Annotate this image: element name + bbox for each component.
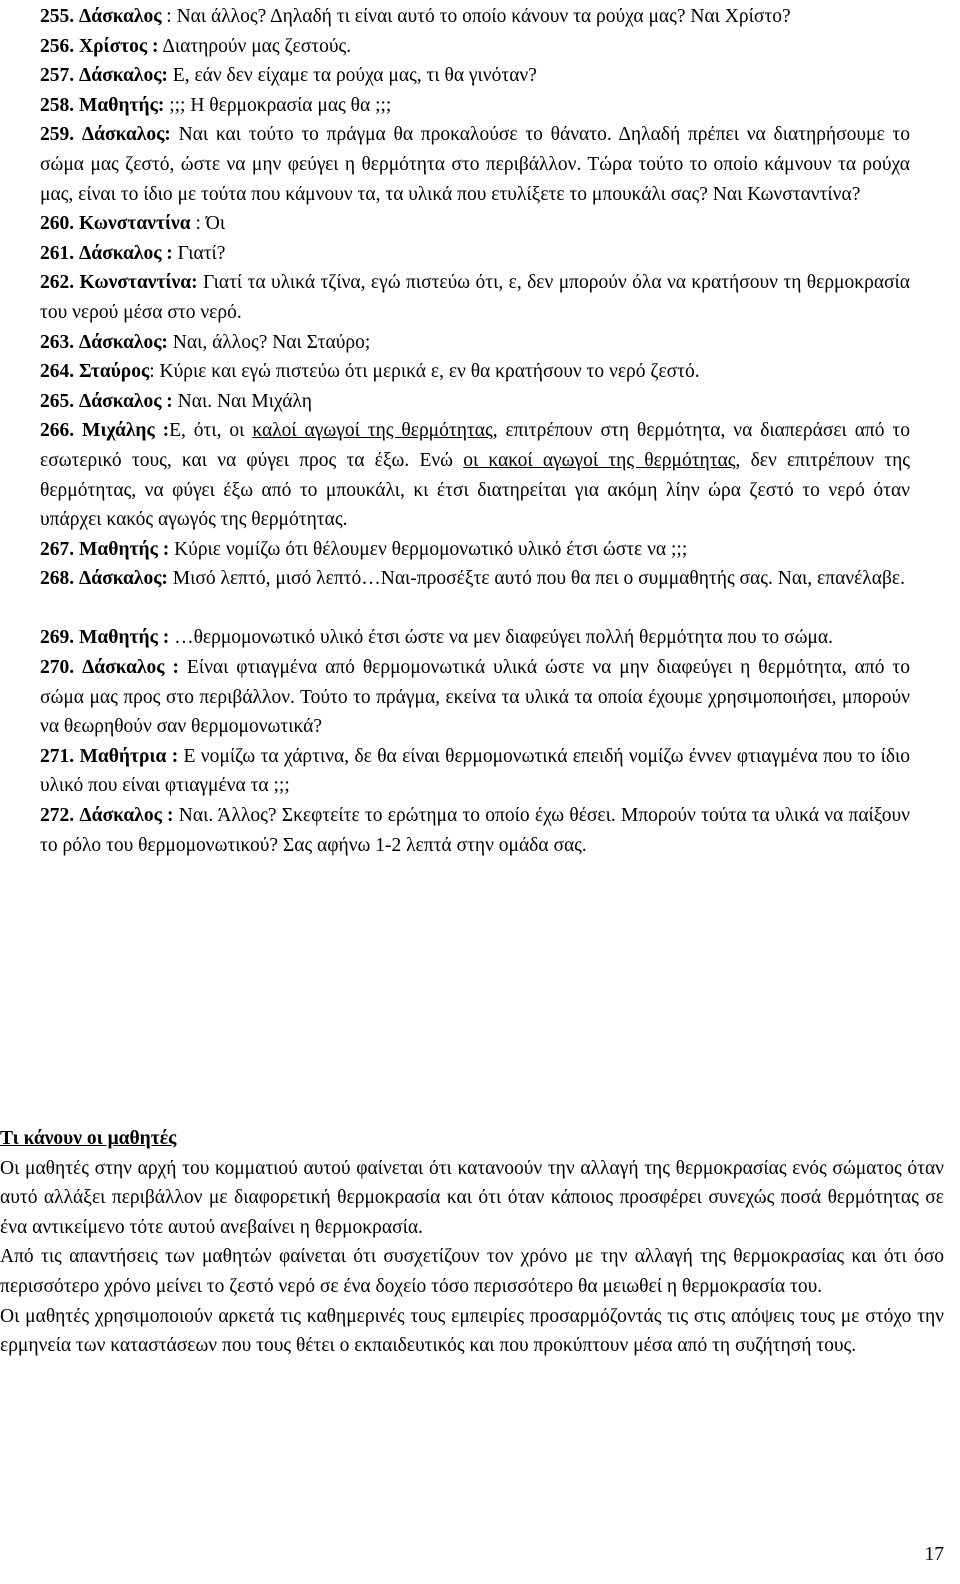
speaker-label: Δάσκαλος: [81,124,171,146]
section-paragraph: Οι μαθητές χρησιμοποιούν αρκετά τις καθημερινές τους εμπειρίες προσαρμόζοντάς τις στις απόψεις τους με στόχο την ερμηνεία των καταστάσεων που τους θέτει ο εκπαιδευτικός και που προκύπτουν μέσα από τη συζήτησή τους. [0,1305,944,1357]
turn-260 [40,209,910,239]
turn-number: 272. [40,805,75,827]
speaker-label: Δάσκαλος: [79,331,168,353]
underlined-term: οι κακοί αγωγοί της θερμότητας [463,449,736,471]
utterance: Είναι φτιαγμένα από θερμομονωτικά υλικά ώστε να μην διαφεύγει η θερμότητα, από το σώμα μας προς στο περιβάλλον. Τούτο το πράγμα, εκείνα τα υλικά τα οποία έχουμε χρησιμοποιήσει, μπορούν να θεωρηθούν σαν θερμομονωτικά? [40,657,911,738]
speaker-label: Δάσκαλος : [82,657,179,679]
utterance: Ναι. Άλλος? Σκεφτείτε το ερώτημα το οποίο έχω θέσει. Μπορούν τούτα τα υλικά να παίξουν το ρόλο του θερμομονωτικού? Σας αφήνω 1-2 λεπτά στην ομάδα σας. [40,805,910,856]
utterance: …θερμομονωτικό υλικό έτσι ώστε να μεν διαφεύγει πολλή θερμότητα που το σώμα. [174,627,833,649]
turn-255 [40,2,910,32]
speaker-label: Δάσκαλος: [79,65,168,87]
turn-number: 255. [40,6,75,27]
speaker-label: Δάσκαλος : [79,805,174,827]
blank-line [40,594,910,624]
turn-number: 256. [40,35,75,57]
utterance: Ε νομίζω τα χάρτινα, δε θα είναι θερμομονωτικά επειδή νομίζω έννεν φτιαγμένα που το ίδιο υλικό που είναι φτιαγμένα τα ;;; [40,745,911,797]
speaker-label: Μαθητής : [79,627,170,649]
turn-259 [40,120,910,209]
turn-number: 269. [40,627,75,649]
page-number: 17 [924,1544,944,1565]
turn-number: 263. [40,331,75,353]
analysis-section [0,1124,944,1361]
speaker-label: Χρίστος : [79,35,159,57]
speaker-label: Μαθήτρια : [79,745,179,767]
turn-number: 260. [40,213,75,235]
utterance: Όι [205,213,226,235]
speaker-label: Μιχάλης : [82,420,170,442]
turn-271 [40,742,910,801]
turn-269 [40,623,910,653]
section-heading: Τι κάνουν οι μαθητές [0,1128,177,1149]
utterance: Κύριε και εγώ πιστεύω ότι μερικά ε, εν θα κρατήσουν το νερό ζεστό. [159,361,700,383]
speaker-label: Μαθητής: [79,94,165,116]
speaker-label: Κωνσταντίνα [79,213,191,235]
speaker-label: Δάσκαλος [79,6,162,27]
speaker-label: Δάσκαλος : [79,242,173,264]
turn-270 [40,653,910,742]
separator: : [149,361,160,383]
turn-272 [40,801,910,860]
turn-258 [40,91,910,121]
speaker-label: Δάσκαλος: [79,568,168,590]
turn-261 [40,239,910,269]
underlined-term: καλοί αγωγοί της θερμότητας [252,420,493,442]
turn-264 [40,357,910,387]
turn-263 [40,328,910,358]
separator: : [161,6,177,27]
separator [171,124,179,145]
turn-number: 266. [40,420,75,442]
turn-number: 271. [40,745,75,767]
utterance: Διατηρούν μας ζεστούς. [162,35,352,57]
utterance: Ναι, άλλος? Ναι Σταύρο; [172,331,371,353]
utterance-part: Ε, ότι, οι [169,420,253,442]
separator [179,657,187,678]
utterance: Ναι άλλος? Δηλαδή τι είναι αυτό το οποίο κάνουν τα ρούχα μας? Ναι Χρίστο? [176,6,791,27]
turn-number: 265. [40,390,75,412]
section-paragraph: Οι μαθητές στην αρχή του κομματιού αυτού φαίνεται ότι κατανοούν την αλλαγή της θερμοκρασίας ενός σώματος όταν αυτό αλλάξει περιβάλλον με διαφορετική θερμοκρασία και ότι όταν κάποιος προσφέρει συνεχώς ποσά θερμότητας σε ένα αντικείμενο τότε αυτού ανεβαίνει η θερμοκρασία. [0,1157,944,1238]
turn-number: 270. [40,657,75,679]
turn-number: 259. [40,124,75,146]
turn-number: 268. [40,568,75,590]
separator: : [190,213,206,235]
turn-265 [40,387,910,417]
utterance-part: , δεν επιτρέπουν της θερμότητας, να φύγει έξω από το μπουκάλι, κι έτσι διατηρείται για ακόμη λίην ώρα ζεστό το νερό όταν υπάρχει κακός αγωγός της θερμότητας. [40,449,910,531]
turn-262 [40,268,910,327]
turn-number: 262. [40,272,75,294]
utterance: Κύριε νομίζω ότι θέλουμεν θερμομονωτικό υλικό έτσι ώστε να ;;; [174,538,688,560]
utterance-part: , επιτρέπουν στη θερμότητα, να διαπεράσει από το εσωτερικό τους, και να φύγει προς τα έξω. Ενώ [40,420,910,471]
turn-268 [40,564,910,594]
utterance: Μισό λεπτό, μισό λεπτό…Ναι-προσέξτε αυτό που θα πει ο συμμαθητής σας. Ναι, επανέλαβε. [172,568,905,590]
section-paragraph: Από τις απαντήσεις των μαθητών φαίνεται ότι συσχετίζουν τον χρόνο με την αλλαγή της θερμοκρασίας και ότι όσο περισσότερο χρόνο μείνει το ζεστό νερό σε ένα δοχείο τόσο περισσότερο θα μειωθεί η θερμοκρασία του. [0,1246,944,1297]
speaker-label: Μαθητής : [79,538,170,560]
turn-266 [40,416,910,534]
turn-number: 261. [40,242,75,264]
turn-257 [40,61,910,91]
turn-256 [40,32,910,62]
turn-267 [40,535,910,565]
turn-number: 258. [40,94,75,116]
utterance: Γιατί τα υλικά τζίνα, εγώ πιστεύω ότι, ε, δεν μπορούν όλα να κρατήσουν τη θερμοκρασία του νερού μέσα στο νερό. [40,272,911,323]
speaker-label: Δάσκαλος : [79,390,173,412]
utterance: ;;; Η θερμοκρασία μας θα ;;; [169,94,392,116]
turn-number: 257. [40,65,75,87]
speaker-label: Κωνσταντίνα: [79,272,198,294]
transcript [40,2,910,860]
utterance: Ναι. Ναι Μιχάλη [177,390,312,412]
turn-number: 264. [40,361,75,383]
turn-number: 267. [40,538,75,560]
speaker-label: Σταύρος [79,361,150,383]
utterance: Ε, εάν δεν είχαμε τα ρούχα μας, τι θα γινόταν? [172,65,537,87]
utterance: Γιατί? [177,242,226,264]
utterance: Ναι και τούτο το πράγμα θα προκαλούσε το θάνατο. Δηλαδή πρέπει να διατηρήσουμε το σώμα μας ζεστό, ώστε να μην φεύγει η θερμότητα στο περιβάλλον. Τώρα τούτο το οποίο κάμνουν τα ρούχα μας, είναι το ίδιο με τούτα που κάμνουν τα, τα υλικά που ετυλίξετε το μπουκάλι σας? Ναι Κωνσταντίνα? [40,124,911,205]
